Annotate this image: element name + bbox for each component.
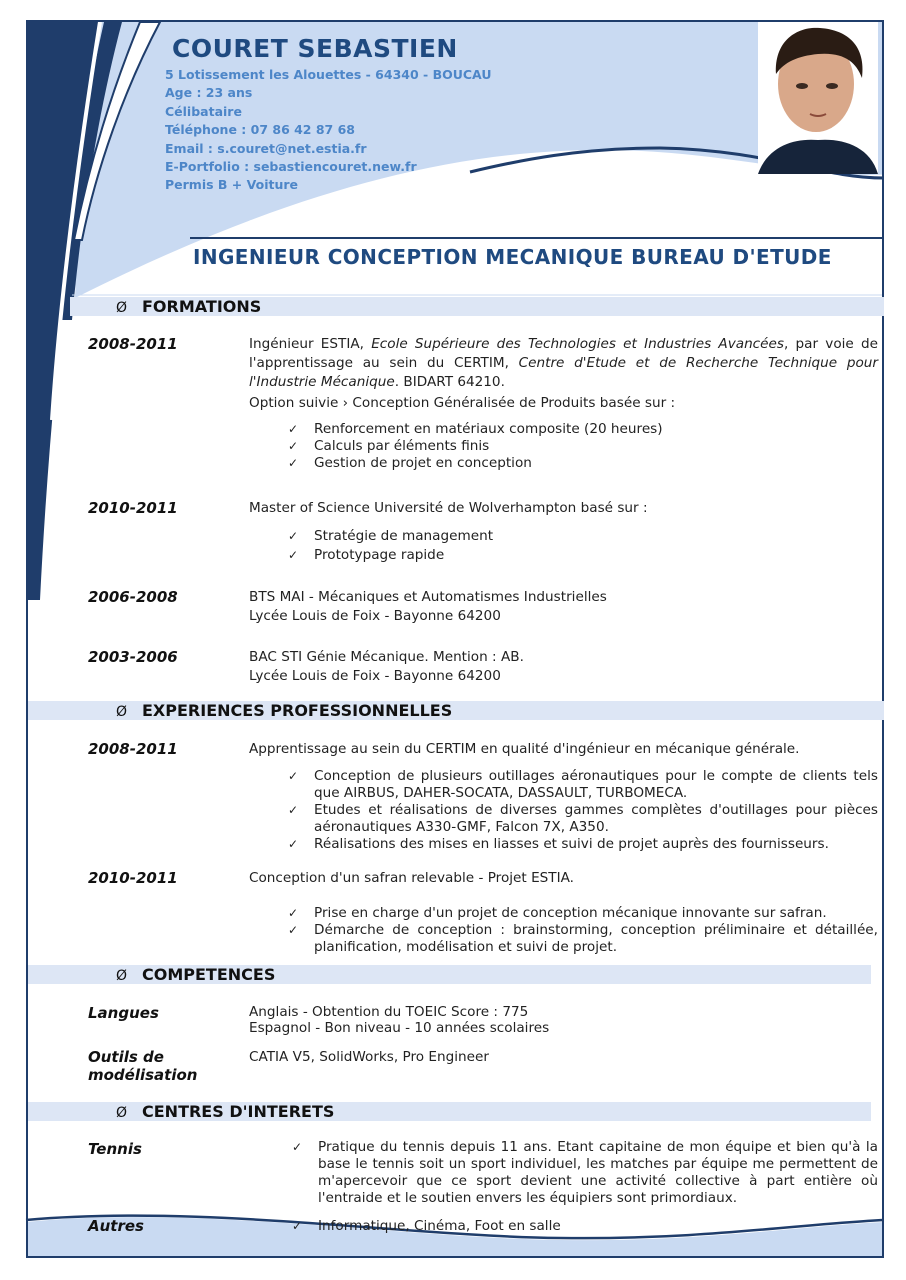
email-line[interactable]: Email : s.couret@net.estia.fr [165, 141, 367, 156]
section-title-formations: Ø FORMATIONS [116, 297, 262, 316]
formation-option: Option suivie › Conception Généralisée de Produits basée sur : [249, 395, 676, 411]
formation-items [288, 528, 878, 564]
check-icon: ✓ [288, 923, 299, 937]
phone-line: Téléphone : 07 86 42 87 68 [165, 122, 356, 137]
experience-items [288, 768, 878, 853]
interest-label-other: Autres [88, 1217, 144, 1235]
check-icon: ✓ [288, 803, 299, 817]
interest-other [292, 1218, 878, 1235]
list-item: ✓ Conception de plusieurs outillages aéronautiques pour le compte de clients tels que AIRBUS, DAHER-SOCATA, DASSAULT, TURBOMECA. [288, 768, 878, 801]
list-item: ✓ Calculs par éléments finis [288, 438, 490, 454]
check-icon: ✓ [292, 1219, 303, 1233]
interest-tennis [292, 1139, 878, 1207]
section-title-competences: Ø COMPETENCES [116, 965, 276, 984]
list-item: ✓ Stratégie de management [288, 528, 494, 544]
formation-year: 2010-2011 [88, 499, 178, 517]
list-item: ✓ Pratique du tennis depuis 11 ans. Etant capitaine de mon équipe et bien qu'à la base le tennis soit un sport individuel, les matches par équipe me permettent de m'apercevoir que ce sport devient une activité collective à part entière où l'entraide et le soutien envers les équipiers sont primordiaux. [292, 1139, 878, 1206]
check-icon: ✓ [288, 456, 299, 470]
formation-description: BAC STI Génie Mécanique. Mention : AB. Lycée Louis de Foix - Bayonne 64200 [249, 649, 524, 684]
competence-label-languages: Langues [88, 1004, 159, 1022]
check-icon: ✓ [288, 529, 299, 543]
formation-description: Master of Science Université de Wolverhampton basé sur : [249, 500, 648, 516]
experience-description: Apprentissage au sein du CERTIM en qualité d'ingénieur en mécanique générale. [249, 741, 800, 757]
check-icon: ✓ [288, 548, 299, 562]
list-item: ✓ Gestion de projet en conception [288, 455, 532, 471]
formation-year: 2008-2011 [88, 335, 178, 353]
status-line: Célibataire [165, 104, 242, 119]
portfolio-line[interactable]: E-Portfolio : sebastiencouret.new.fr [165, 159, 417, 174]
section-bullet-icon: Ø [116, 1105, 128, 1121]
job-title: INGENIEUR CONCEPTION MECANIQUE BUREAU D'ETUDE [193, 245, 832, 269]
check-icon: ✓ [288, 906, 299, 920]
experience-year: 2008-2011 [88, 740, 178, 758]
formation-year: 2003-2006 [88, 648, 178, 666]
list-item: ✓ Informatique, Cinéma, Foot en salle [292, 1218, 561, 1234]
section-title-interets: Ø CENTRES D'INTERETS [116, 1102, 335, 1121]
check-icon: ✓ [288, 422, 299, 436]
experience-description: Conception d'un safran relevable - Projet ESTIA. [249, 870, 574, 886]
check-icon: ✓ [292, 1140, 303, 1154]
list-item: ✓ Réalisations des mises en liasses et suivi de projet auprès des fournisseurs. [288, 836, 829, 852]
list-item: ✓ Prototypage rapide [288, 547, 445, 563]
list-item: ✓ Prise en charge d'un projet de conception mécanique innovante sur safran. [288, 905, 827, 921]
competence-tools: CATIA V5, SolidWorks, Pro Engineer [249, 1049, 489, 1065]
formation-items [288, 421, 878, 472]
competence-label-tools: Outils de modélisation [88, 1048, 198, 1084]
address-line: 5 Lotissement les Alouettes - 64340 - BOUCAU [165, 67, 492, 82]
experience-items [288, 905, 878, 956]
section-bullet-icon: Ø [116, 300, 128, 316]
interest-label-tennis: Tennis [88, 1140, 142, 1158]
list-item: ✓ Démarche de conception : brainstorming, conception préliminaire et détaillée, planification, modélisation et suivi de projet. [288, 922, 878, 955]
check-icon: ✓ [288, 837, 299, 851]
section-bullet-icon: Ø [116, 968, 128, 984]
formation-year: 2006-2008 [88, 588, 178, 606]
section-bullet-icon: Ø [116, 704, 128, 720]
license-line: Permis B + Voiture [165, 177, 298, 192]
section-title-experiences: Ø EXPERIENCES PROFESSIONNELLES [116, 701, 453, 720]
formation-description: BTS MAI - Mécaniques et Automatismes Industrielles Lycée Louis de Foix - Bayonne 64200 [249, 589, 607, 624]
check-icon: ✓ [288, 769, 299, 783]
check-icon: ✓ [288, 439, 299, 453]
age-line: Age : 23 ans [165, 85, 253, 100]
competence-languages: Anglais - Obtention du TOEIC Score : 775 Espagnol - Bon niveau - 10 années scolaires [249, 1004, 550, 1036]
candidate-name: COURET SEBASTIEN [172, 34, 458, 63]
list-item: ✓ Renforcement en matériaux composite (20 heures) [288, 421, 663, 437]
list-item: ✓ Etudes et réalisations de diverses gammes complètes d'outillages pour pièces aéronautiques A330-GMF, Falcon 7X, A350. [288, 802, 878, 835]
formation-description: Ingénieur ESTIA, Ecole Supérieure des Technologies et Industries Avancées, par voie de l'apprentissage au sein du CERTIM, Centre d'Etude et de Recherche Technique pour l'Industrie Mécanique. BIDART 64210. [249, 336, 879, 390]
profile-photo [758, 22, 878, 174]
experience-year: 2010-2011 [88, 869, 178, 887]
